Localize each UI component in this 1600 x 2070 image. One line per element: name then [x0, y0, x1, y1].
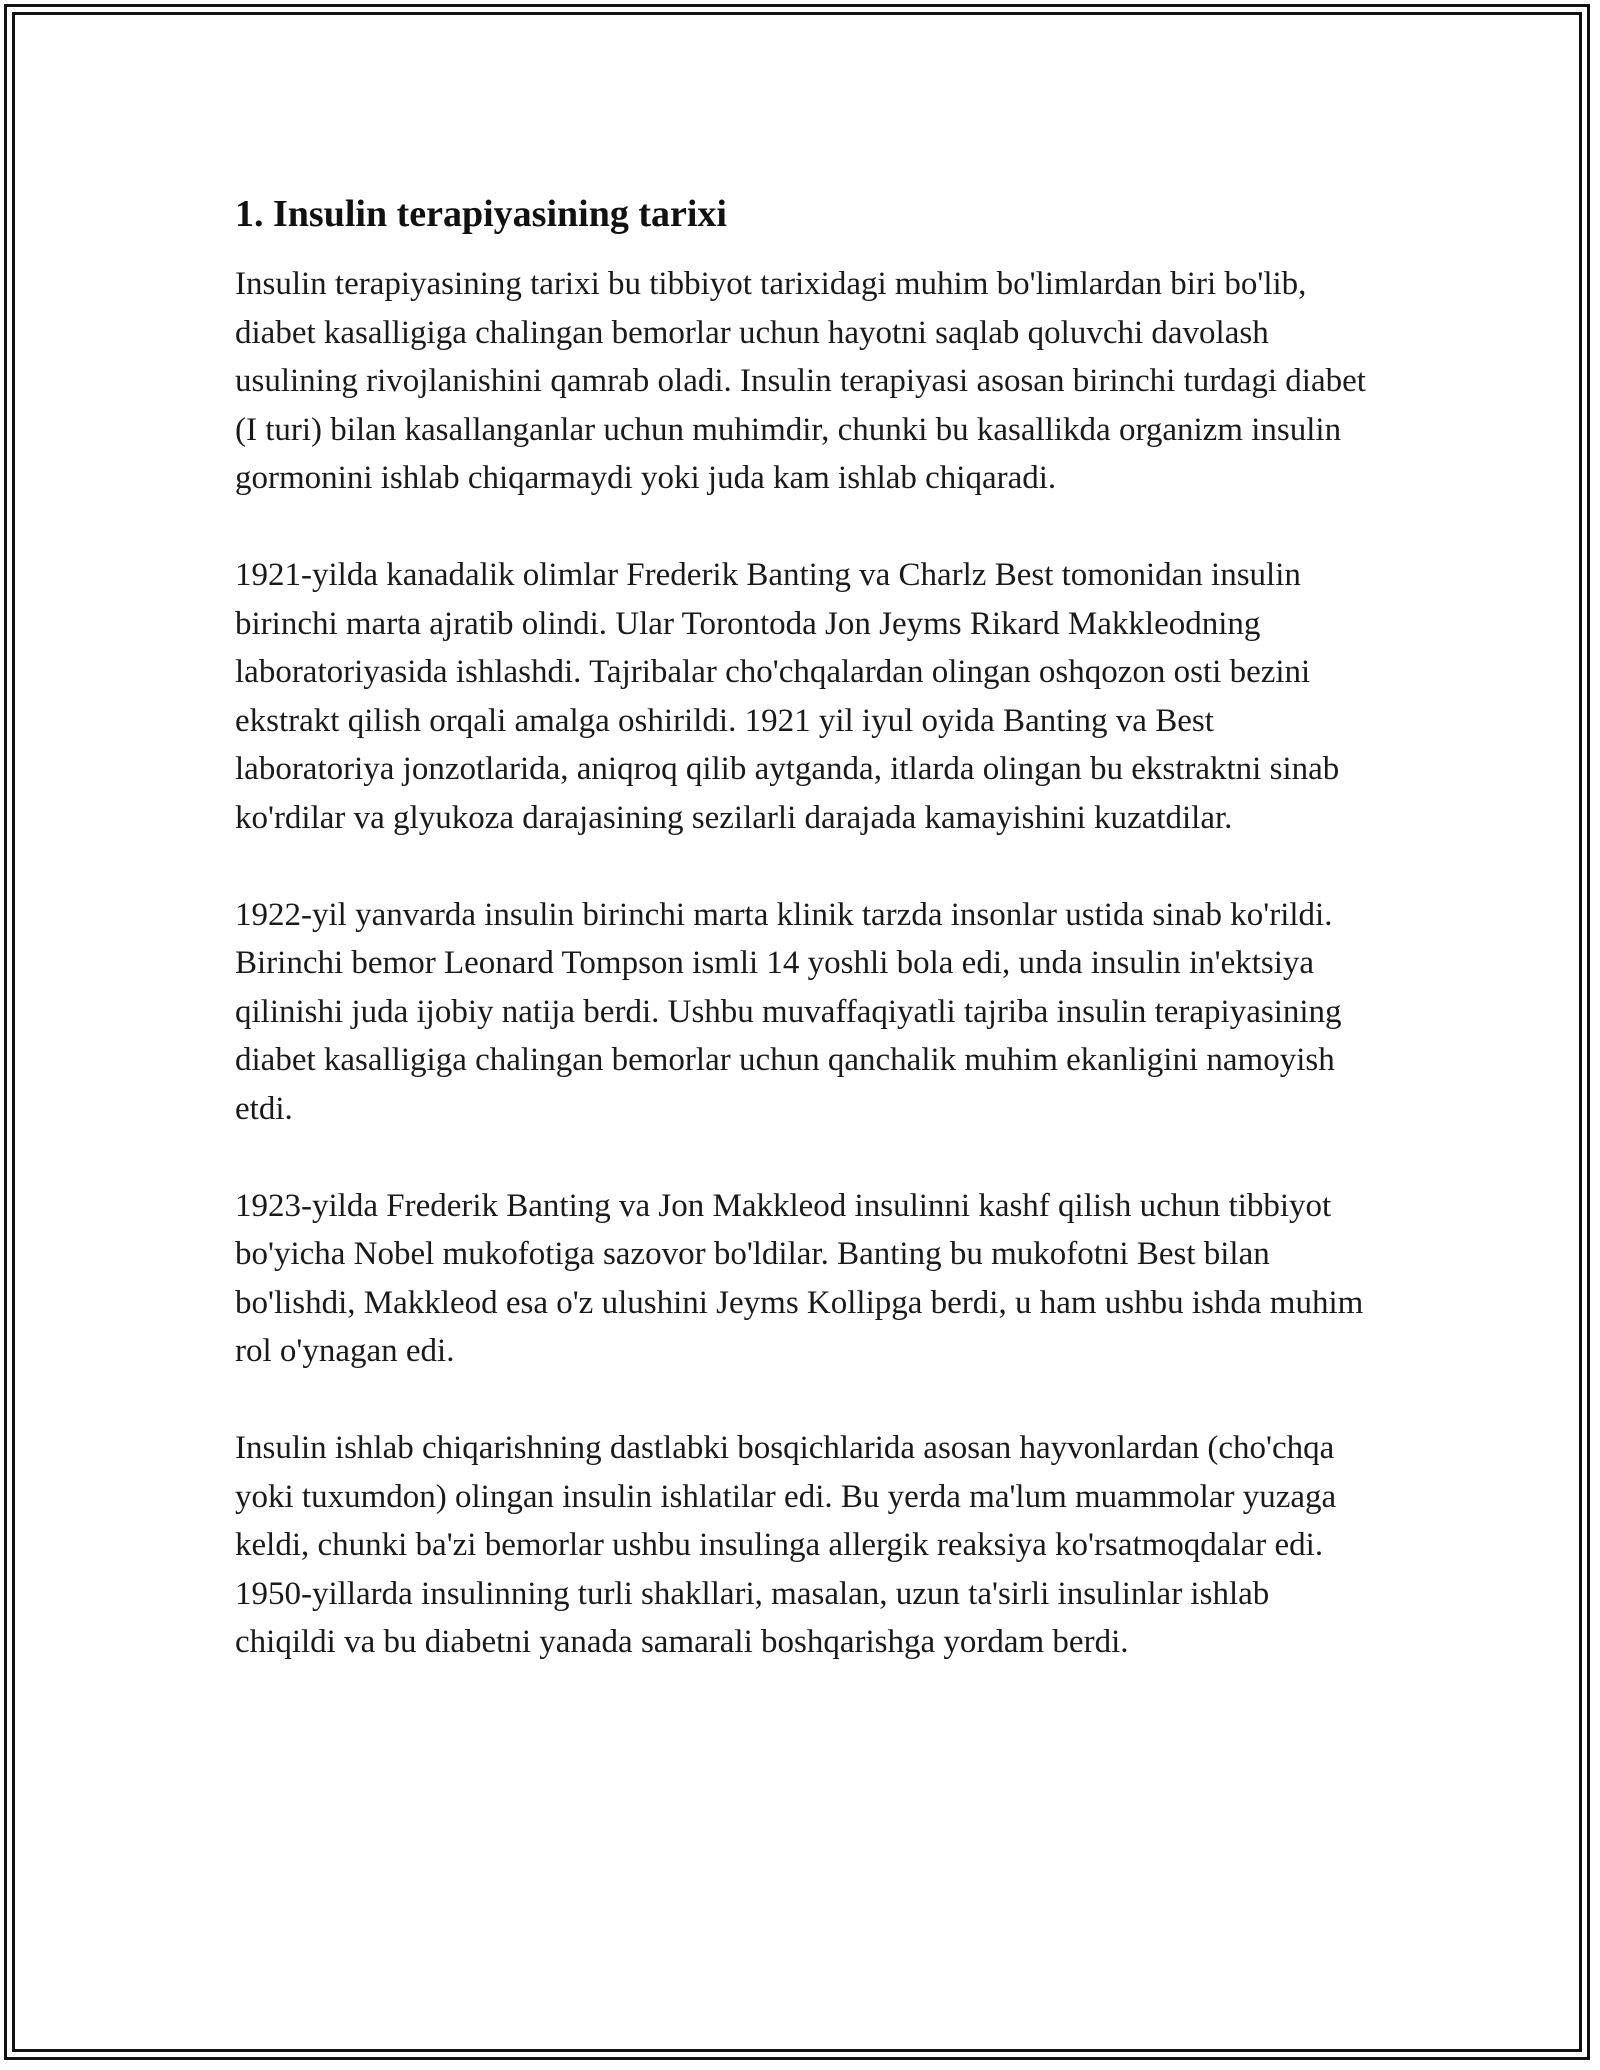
- paragraph-early-production: Insulin ishlab chiqarishning dastlabki bosqichlarida asosan hayvonlardan (cho'chqa yoki tuxumdon) olingan insulin ishlatilar edi. Bu yerda ma'lum muammolar yuzaga keldi, chunki ba'zi bemorlar ushbu insulinga allergik reaksiya ko'rsatmoqdalar edi. 1950-yillarda insulinning turli shakllari, masalan, uzun ta'sirli insulinlar ishlab chiqildi va bu diabetni yanada samarali boshqarishga yordam berdi.: [235, 1430, 1337, 1660]
- document-body: [235, 190, 1375, 1715]
- paragraph-1922-clinical-trial: 1922-yil yanvarda insulin birinchi marta klinik tarzda insonlar ustida sinab ko'rildi. Birinchi bemor Leonard Tompson ismli 14 yoshli bola edi, unda insulin in'ektsiya qilinishi juda ijobiy natija berdi. Ushbu muvaffaqiyatli tajriba insulin terapiyasining diabet kasalligiga chalingan bemorlar uchun qanchalik muhim ekanligini namoyish etdi.: [235, 896, 1342, 1127]
- paragraph-1923-nobel-prize: 1923-yilda Frederik Banting va Jon Makkleod insulinni kashf qilish uchun tibbiyot bo'yicha Nobel mukofotiga sazovor bo'ldilar. Banting bu mukofotni Best bilan bo'lishdi, Makkleod esa o'z ulushini Jeyms Kollipga berdi, u ham ushbu ishda muhim rol o'ynagan edi.: [235, 1187, 1364, 1369]
- paragraph-intro: Insulin terapiyasining tarixi bu tibbiyot tarixidagi muhim bo'limlardan biri bo'lib, diabet kasalligiga chalingan bemorlar uchun hayotni saqlab qoluvchi davolash usulining rivojlanishini qamrab oladi. Insulin terapiyasi asosan birinchi turdagi diabet (I turi) bilan kasallanganlar uchun muhimdir, chunki bu kasallikda organizm insulin gormonini ishlab chiqarmaydi yoki juda kam ishlab chiqaradi.: [235, 266, 1366, 496]
- section-heading: 1. Insulin terapiyasining tarixi: [235, 193, 727, 235]
- paragraph-1921-discovery: 1921-yilda kanadalik olimlar Frederik Banting va Charlz Best tomonidan insulin birinchi marta ajratib olindi. Ular Torontoda Jon Jeyms Rikard Makkleodning laboratoriyasida ishlashdi. Tajribalar cho'chqalardan olingan oshqozon osti bezini ekstrakt qilish orqali amalga oshirildi. 1921 yil iyul oyida Banting va Best laboratoriya jonzotlarida, aniqroq qilib aytganda, itlarda olingan bu ekstraktni sinab ko'rdilar va glyukoza darajasining sezilarli darajada kamayishini kuzatdilar.: [235, 557, 1340, 836]
